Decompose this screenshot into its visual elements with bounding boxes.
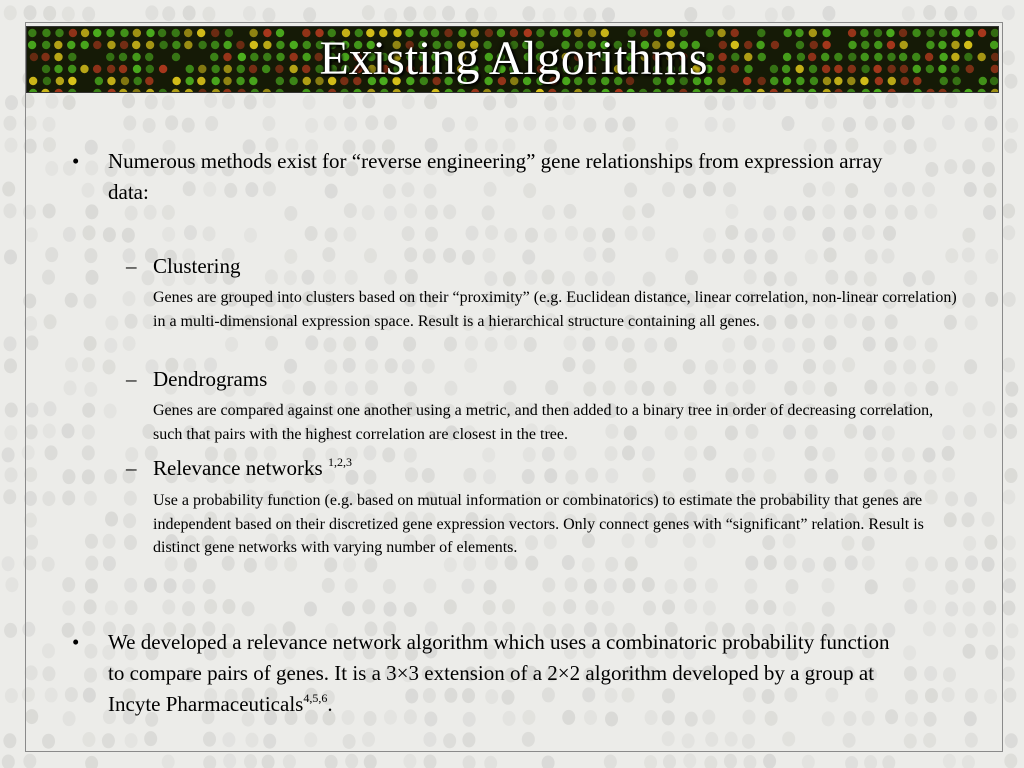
bullet-glyph: • [72, 630, 80, 654]
sub-dash: – [126, 456, 137, 480]
bullet-text [108, 627, 908, 720]
citation-superscript: 1,2,3 [327, 455, 352, 469]
bullet-text-end: . [327, 692, 333, 716]
sub-body: Genes are grouped into clusters based on their “proximity” (e.g. Euclidean distance, linear correlation, non-linear correlation) in a multi-dimensional expression space. Result is a hierarchical structure containing all genes. [153, 289, 957, 330]
sub-heading [153, 365, 267, 393]
sub-heading [153, 252, 241, 280]
sub-heading-text: Relevance networks [153, 456, 328, 480]
slide-title: Existing Algorithms [319, 32, 708, 85]
bullet-glyph: • [72, 149, 80, 173]
sub-dash: – [126, 367, 137, 391]
sub-body: Use a probability function (e.g. based on mutual information or combinatorics) to estimate the probability that genes are independent based on their discretized gene expression vectors. Only connect genes with “significant” relation. Result is distinct gene networks with varying number of elements. [153, 492, 924, 556]
sub-body: Genes are compared against one another using a metric, and then added to a binary tree in order of decreasing correlation, such that pairs with the highest correlation are closest in the tree. [153, 402, 934, 443]
sub-dash: – [126, 254, 137, 278]
sub-heading-text: Dendrograms [153, 367, 268, 391]
citation-superscript: 4,5,6 [303, 691, 328, 705]
sub-heading [153, 454, 352, 482]
bullet-text: Numerous methods exist for “reverse engineering” gene relationships from expression array data: [108, 149, 883, 204]
sub-heading-text: Clustering [153, 254, 241, 278]
bullet-text-main: We developed a relevance network algorithm which uses a combinatoric probability function to compare pairs of genes. It is a 3×3 extension of a 2×2 algorithm developed by a group at Incyte Pharmaceuticals [108, 630, 890, 716]
